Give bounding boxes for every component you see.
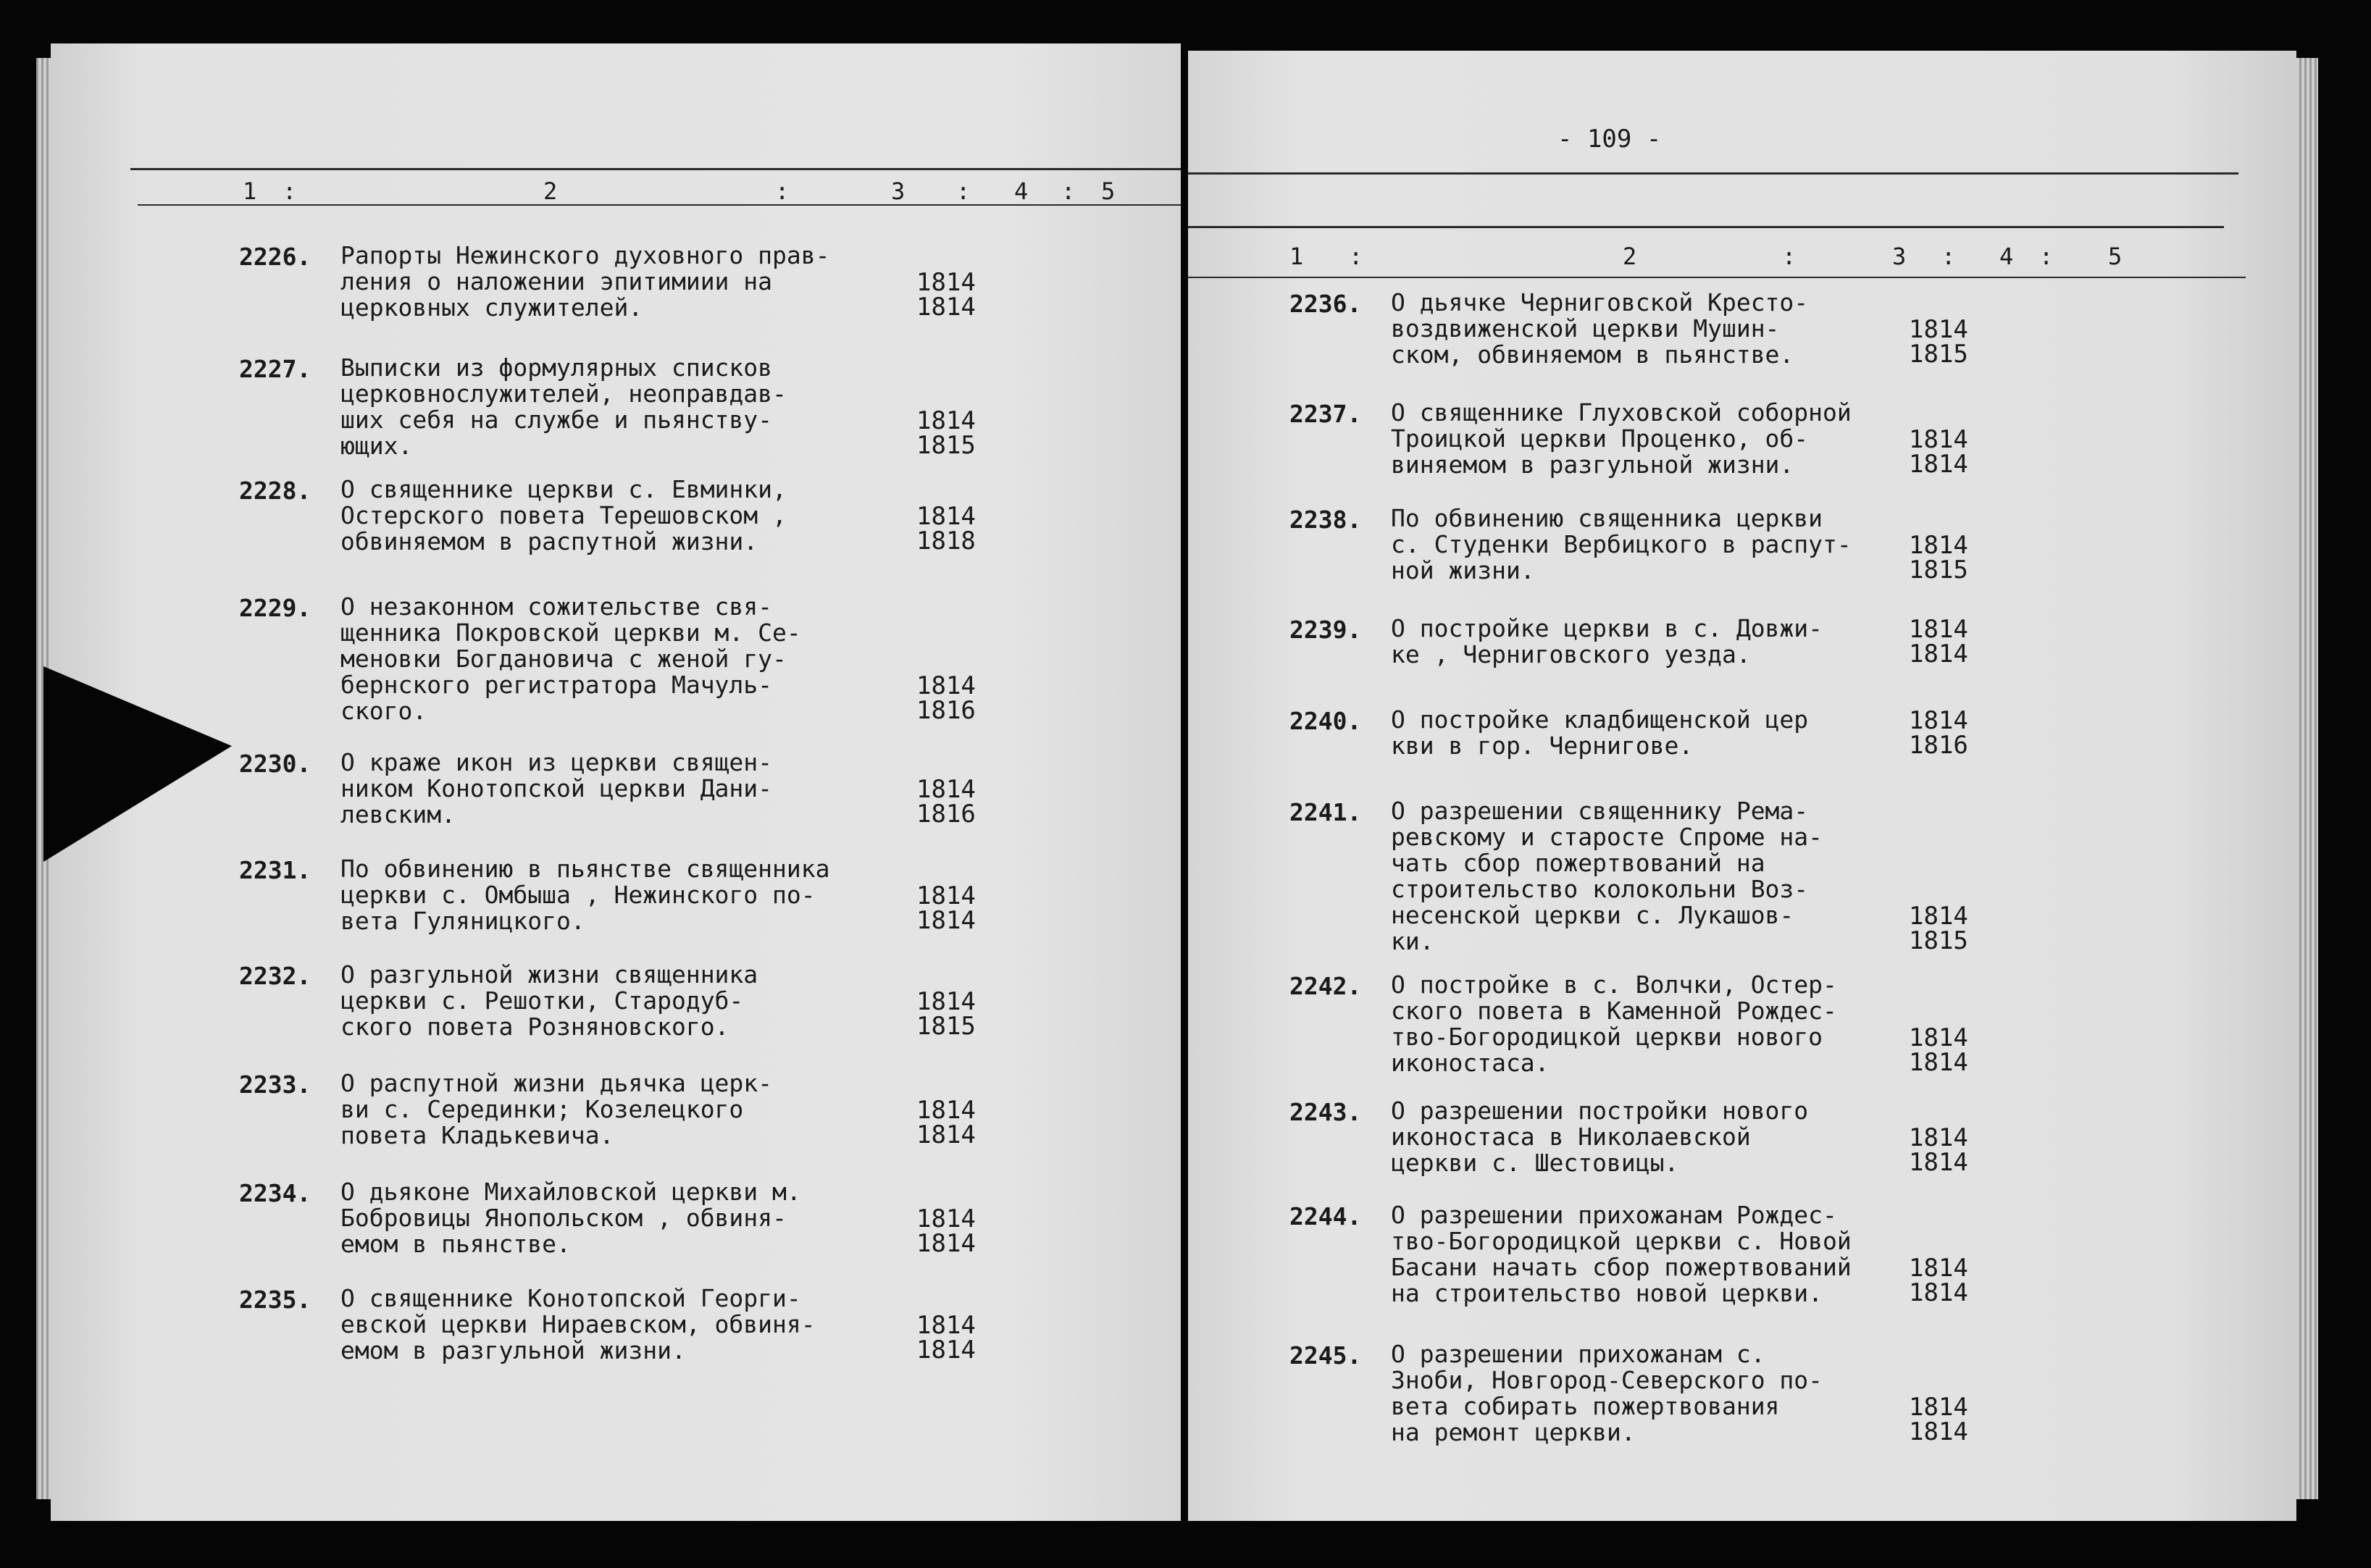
end-year: 1816 [916,696,976,725]
start-year: 1814 [916,1204,976,1233]
header-mid-rule [1188,226,2224,228]
description-line: О священнике Глуховской соборной [1391,398,1852,427]
entry-number: 2228. [239,477,311,505]
description-line: О разрешении постройки нового [1391,1097,1809,1125]
description-line: повета Кладькевича. [340,1121,614,1149]
start-year: 1814 [916,987,976,1016]
description-line: вета Гуляницкого. [340,907,585,935]
description-line: Рапорты Нежинского духовного прав- [340,241,830,269]
description-line: щенника Покровской церкви м. Се- [340,619,801,647]
description-line: ной жизни. [1391,556,1535,584]
description-line: ке , Черниговского уезда. [1391,640,1751,668]
description-line: О священнике Конотопской Георги- [340,1284,801,1312]
description-line: О постройке в с. Волчки, Остер- [1391,970,1837,999]
description-line: ви с. Серединки; Козелецкого [340,1095,744,1123]
entry-number: 2235. [239,1286,311,1314]
description-line: Троицкой церкви Проценко, об- [1391,424,1809,453]
entry-years [916,408,976,458]
start-year: 1814 [1909,315,1968,344]
col-4-label: 4 [1999,243,2014,270]
entry-years [1909,617,1968,666]
end-year: 1815 [1909,555,1968,584]
start-year: 1814 [916,1311,976,1340]
description-line: левским. [340,800,456,829]
col-1-label: 1 [243,177,257,205]
start-year: 1814 [916,406,976,435]
entry-description [340,477,787,555]
description-line: О краже икон из церкви священ- [340,748,773,776]
entry-description [340,1179,801,1257]
col-sep-2: : [1782,243,1797,270]
col-sep-1: : [283,177,297,205]
col-5-label: 5 [2108,243,2123,270]
entry-number: 2229. [239,594,311,622]
description-line: церкви с. Омбыша , Нежинского по- [340,881,816,909]
entry-description [340,962,758,1040]
right-page [1188,51,2296,1521]
entry-years [1909,708,1968,758]
entry-years [1909,427,1968,477]
entry-description [340,355,787,459]
start-year: 1814 [916,268,976,297]
end-year: 1814 [916,906,976,935]
entry-number: 2239. [1289,616,1362,644]
start-year: 1814 [1909,706,1968,735]
end-year: 1816 [1909,731,1968,760]
entry-number: 2245. [1289,1341,1362,1370]
description-line: церковных служителей. [340,293,643,322]
description-line: О распутной жизни дьячка церк- [340,1069,773,1097]
entry-description [1391,290,1808,368]
description-line: церковнослужителей, неоправдав- [340,380,787,408]
description-line: О дьячке Черниговской Кресто- [1391,288,1809,316]
description-line: ших себя на службе и пьянству- [340,406,773,434]
end-year: 1814 [1909,1148,1968,1177]
entry-description [340,750,772,828]
end-year: 1814 [1909,1417,1968,1446]
description-line: чать сбор пожертвований на [1391,849,1765,877]
entry-years [916,881,976,935]
entry-number: 2230. [239,750,311,778]
end-year: 1814 [1909,1278,1968,1307]
start-year: 1814 [916,502,976,531]
end-year: 1814 [916,1336,976,1364]
end-year: 1815 [1909,340,1968,369]
col-sep-3: : [956,177,971,205]
entry-description [340,243,830,321]
start-year: 1814 [1909,615,1968,644]
torn-page-corner [43,666,232,862]
entry-number: 2240. [1289,707,1362,735]
description-line: По обвинению священника церкви [1391,504,1823,532]
entry-description [1391,707,1808,759]
end-year: 1814 [1909,640,1968,668]
entry-years [1909,904,1968,953]
entry-years [916,504,976,553]
entry-number: 2233. [239,1070,311,1099]
start-year: 1814 [1909,1393,1968,1422]
entry-description [1391,1098,1808,1176]
entry-description [340,1286,816,1364]
start-year: 1814 [916,1096,976,1125]
description-line: ского повета Розняновского. [340,1013,729,1041]
entry-number: 2232. [239,962,311,990]
entry-years [916,1204,976,1258]
description-line: виняемом в разгульной жизни. [1391,450,1794,479]
end-year: 1814 [916,293,976,322]
entry-years [1909,315,1968,369]
description-line: иконостаса в Николаевской [1391,1123,1751,1151]
end-year: 1814 [916,1229,976,1258]
entry-number: 2241. [1289,798,1362,826]
header-top-rule [130,168,1181,170]
col-sep-4: : [2039,243,2054,270]
entry-years [916,671,976,725]
description-line: О разрешении прихожанам Рождес- [1391,1201,1837,1229]
entry-years [916,1098,976,1147]
description-line: на строительство новой церкви. [1391,1279,1823,1307]
description-line: церкви с. Шестовицы. [1391,1149,1679,1177]
entry-number: 2227. [239,355,311,383]
description-line: Бобровицы Янопольском , обвиня- [340,1204,787,1232]
description-line: на ремонт церкви. [1391,1418,1636,1446]
start-year: 1814 [916,775,976,804]
description-line: ском, обвиняемом в пьянстве. [1391,340,1794,369]
description-line: тво-Богородицкой церкви с. Новой [1391,1227,1852,1255]
start-year: 1814 [1909,425,1968,454]
entry-description [1391,506,1852,584]
entry-years [916,989,976,1039]
description-line: кви в гор. Чернигове. [1391,731,1694,760]
start-year: 1814 [1909,531,1968,560]
description-line: О разрешении священнику Рема- [1391,797,1809,825]
entry-years [1909,1256,1968,1305]
entry-description [1391,972,1837,1076]
start-year: 1814 [916,671,976,700]
entry-description [1391,616,1823,668]
entry-number: 2234. [239,1179,311,1207]
description-line: ревскому и старосте Спроме на- [1391,823,1823,851]
entry-years [1909,1023,1968,1077]
description-line: ющих. [340,432,413,460]
description-line: с. Студенки Вербицкого в распут- [1391,530,1852,558]
description-line: ления о наложении эпитимиии на [340,267,773,295]
col-2-label: 2 [1623,243,1637,270]
description-line: ского. [340,697,427,725]
entry-description [340,856,830,934]
description-line: бернского регистратора Мачуль- [340,671,773,699]
start-year: 1814 [916,881,976,910]
description-line: О дьяконе Михайловской церкви м. [340,1178,801,1206]
description-line: церкви с. Решотки, Стародуб- [340,986,744,1015]
end-year: 1815 [1909,926,1968,955]
col-sep-2: : [775,177,790,205]
entry-description [340,1070,772,1149]
description-line: емом в разгульной жизни. [340,1336,686,1364]
description-line: О постройке церкви в с. Довжи- [1391,614,1823,642]
description-line: обвиняемом в распутной жизни. [340,527,758,555]
description-line: О постройке кладбищенской цер [1391,705,1809,734]
description-line: иконостаса. [1391,1049,1550,1077]
description-line: Басани начать сбор пожертвований [1391,1253,1852,1281]
entry-years [916,268,976,322]
description-line: несенской церкви с. Лукашов- [1391,901,1794,929]
col-1-label: 1 [1289,243,1304,270]
col-3-label: 3 [1892,243,1907,270]
description-line: ского повета в Каменной Рождес- [1391,997,1837,1025]
description-line: О незаконном сожительстве свя- [340,592,773,621]
description-line: евской церкви Нираевском, обвиня- [340,1310,816,1338]
description-line: О разгульной жизни священника [340,960,758,989]
description-line: тво-Богородицкой церкви нового [1391,1023,1823,1051]
entry-years [1909,1395,1968,1444]
entry-description [340,594,801,724]
end-year: 1814 [1909,450,1968,479]
header-top-rule [1188,172,2238,175]
description-line: вета собирать пожертвования [1391,1392,1780,1420]
description-line: Зноби, Новгород-Северского по- [1391,1366,1823,1394]
description-line: О священнике церкви с. Евминки, [340,475,787,503]
entry-number: 2244. [1289,1202,1362,1230]
entry-description [1391,1341,1823,1446]
entry-years [1909,533,1968,582]
col-5-label: 5 [1101,177,1116,205]
entry-years [916,1313,976,1362]
entry-description [1391,400,1852,478]
page-number: - 109 - [1557,125,1662,154]
description-line: емом в пьянстве. [340,1230,571,1258]
description-line: ки. [1391,927,1434,955]
end-year: 1818 [916,527,976,555]
entry-number: 2226. [239,243,311,271]
description-line: Выписки из формулярных списков [340,353,773,382]
col-4-label: 4 [1014,177,1029,205]
end-year: 1814 [1909,1048,1968,1077]
entry-number: 2243. [1289,1098,1362,1126]
header-bottom-rule [1188,277,2246,278]
description-line: меновки Богдановича с женой гу- [340,645,787,673]
col-sep-1: : [1349,243,1363,270]
description-line: воздвиженской церкви Мушин- [1391,314,1780,343]
col-sep-4: : [1061,177,1076,205]
entry-number: 2237. [1289,400,1362,428]
end-year: 1815 [916,431,976,460]
start-year: 1814 [1909,1023,1968,1052]
end-year: 1814 [916,1120,976,1149]
entry-description [1391,798,1823,955]
entry-years [1909,1125,1968,1175]
description-line: По обвинению в пьянстве священника [340,855,830,883]
entry-number: 2236. [1289,290,1362,318]
entry-years [916,775,976,829]
end-year: 1816 [916,800,976,829]
description-line: строительство колокольни Воз- [1391,875,1809,903]
end-year: 1815 [916,1012,976,1041]
entry-description [1391,1202,1852,1307]
col-2-label: 2 [543,177,558,205]
start-year: 1814 [1909,1254,1968,1283]
col-sep-3: : [1941,243,1956,270]
entry-number: 2238. [1289,506,1362,534]
entry-number: 2242. [1289,972,1362,1000]
start-year: 1814 [1909,1123,1968,1152]
description-line: Остерского повета Терешовском , [340,501,787,529]
col-3-label: 3 [891,177,906,205]
description-line: ником Конотопской церкви Дани- [340,774,773,802]
start-year: 1814 [1909,902,1968,931]
description-line: О разрешении прихожанам с. [1391,1340,1765,1368]
entry-number: 2231. [239,856,311,884]
